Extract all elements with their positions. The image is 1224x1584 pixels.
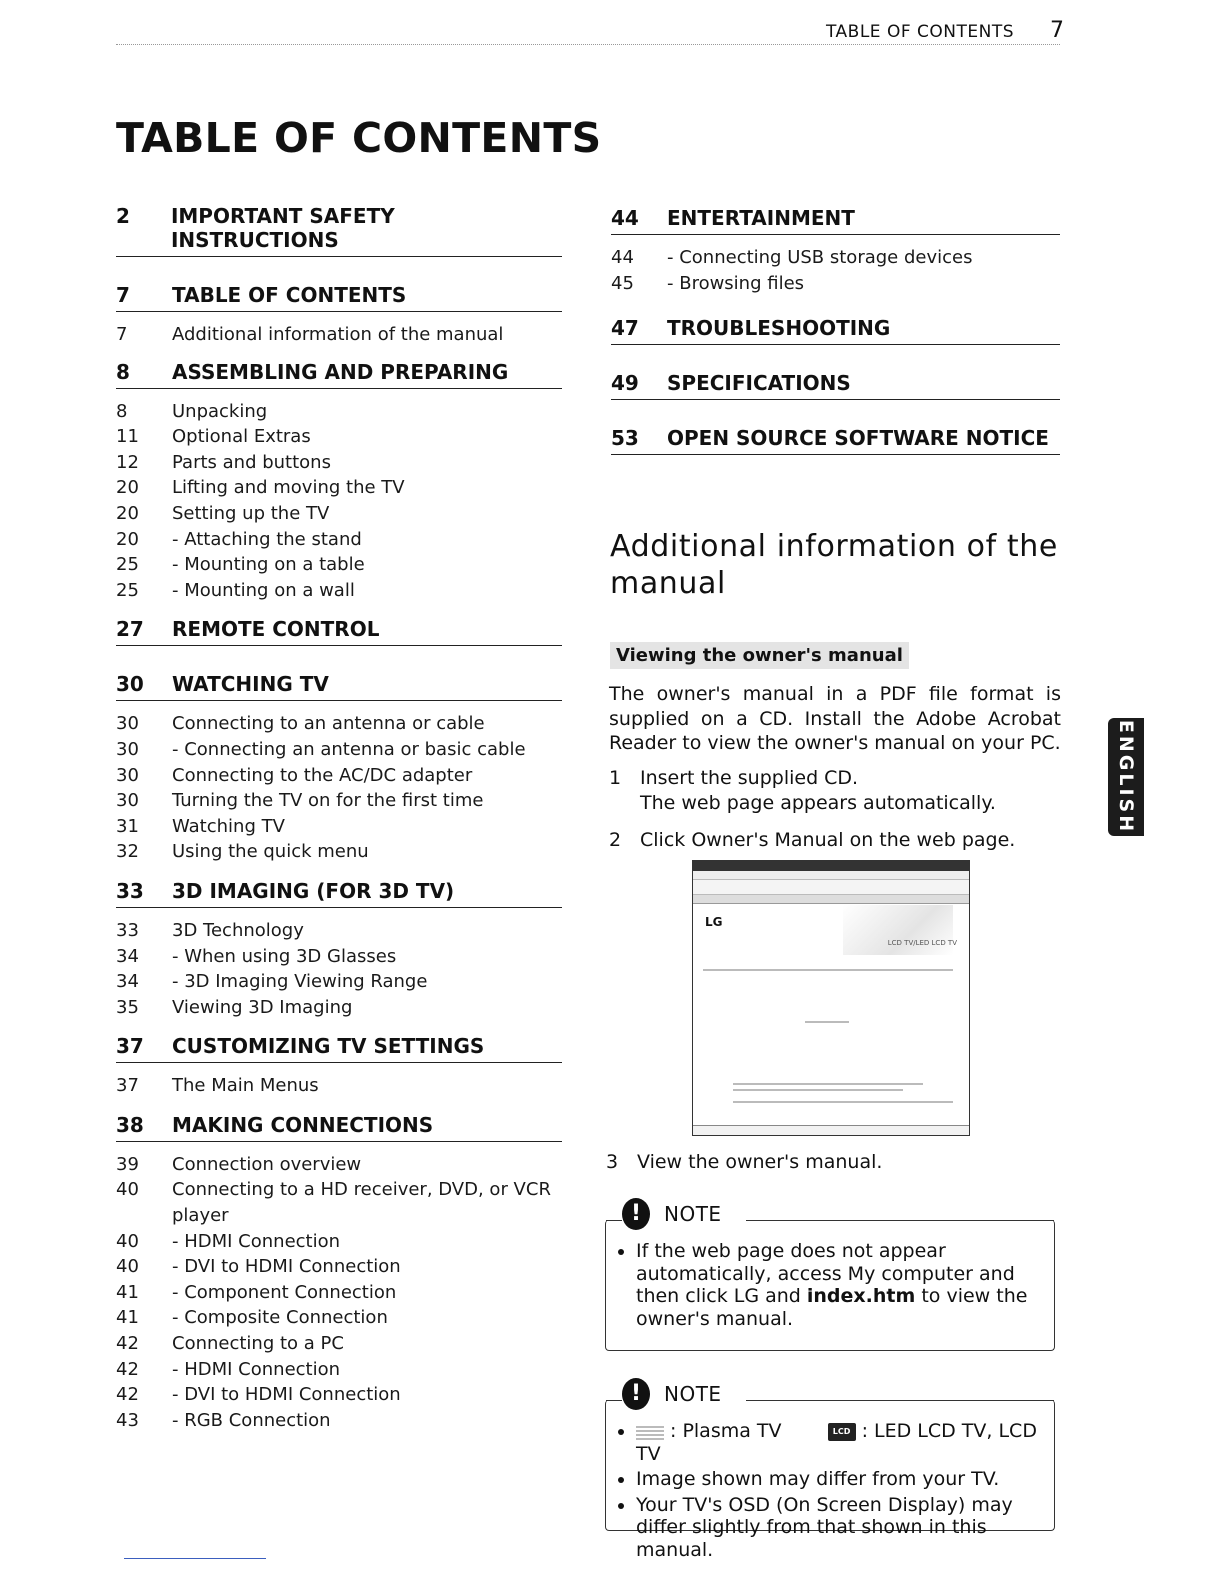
note-item: • : Plasma TV LCD : LED LCD TV, LCD TV (636, 1420, 1044, 1465)
toc-item[interactable]: 30 Connecting to the AC/DC adapter (116, 764, 473, 786)
toc-item[interactable]: 11 Optional Extras (116, 426, 311, 448)
step-text: Insert the supplied CD. (640, 767, 859, 789)
note-border (606, 1220, 622, 1221)
section-title: Additional information of the manual (610, 529, 1058, 601)
toc-section (116, 360, 562, 604)
step-text: View the owner's manual. (637, 1151, 883, 1173)
text-line (733, 1089, 903, 1091)
toc-item[interactable]: 12 Parts and buttons (116, 451, 331, 473)
text-line (733, 1083, 923, 1085)
toc-section-heading[interactable]: 53 OPEN SOURCE SOFTWARE NOTICE (611, 426, 1060, 455)
toc-section-heading[interactable]: 7 TABLE OF CONTENTS (116, 283, 562, 312)
toc-item[interactable]: 7 Additional information of the manual (116, 324, 504, 345)
toc-item[interactable]: 41 - Composite Connection (116, 1307, 388, 1329)
toc-item[interactable]: 44 - Connecting USB storage devices (611, 247, 973, 268)
toc-section (116, 1034, 562, 1099)
toc-item[interactable]: 42 Connecting to a PC (116, 1333, 344, 1355)
toc-item[interactable]: 42 - HDMI Connection (116, 1358, 341, 1380)
header-rule (116, 44, 1060, 45)
note-label: NOTE (664, 1382, 722, 1406)
toc-section-heading[interactable]: 30 WATCHING TV (116, 672, 562, 701)
footer-rule (124, 1558, 266, 1559)
toc-section-heading[interactable]: 8 ASSEMBLING AND PREPARING (116, 360, 562, 389)
subsection-heading: Viewing the owner's manual (610, 642, 909, 669)
toc-section-heading[interactable]: 37 CUSTOMIZING TV SETTINGS (116, 1034, 562, 1063)
toc-item[interactable]: 30 Turning the TV on for the first time (116, 790, 484, 812)
language-links (733, 1101, 953, 1103)
tv-graphic (843, 905, 953, 955)
toc-item[interactable]: 45 - Browsing files (611, 272, 805, 294)
toolbar (693, 880, 969, 895)
toc-section-heading[interactable]: 27 REMOTE CONTROL (116, 617, 562, 646)
toc-section (116, 283, 562, 348)
note-label: NOTE (664, 1202, 722, 1226)
toc-item[interactable]: 20 Lifting and moving the TV (116, 477, 405, 499)
toc-section (611, 426, 1060, 455)
menu-bar (693, 871, 969, 880)
toc-section-heading[interactable]: 47 TROUBLESHOOTING (611, 316, 1060, 345)
toc-item[interactable]: 20 Setting up the TV (116, 502, 330, 524)
toc-section-heading[interactable]: 38 MAKING CONNECTIONS (116, 1113, 562, 1142)
toc-item[interactable]: 20 - Attaching the stand (116, 528, 362, 550)
toc-item[interactable]: 40 - DVI to HDMI Connection (116, 1256, 401, 1278)
step-number: 1 (609, 767, 622, 789)
toc-section (611, 316, 1060, 345)
toc-section-heading[interactable]: 33 3D IMAGING (FOR 3D TV) (116, 879, 562, 908)
toc-section-heading[interactable]: 44 ENTERTAINMENT (611, 206, 1060, 235)
toc-section (611, 206, 1060, 296)
note-border (746, 1400, 1054, 1401)
note-box (605, 1381, 1055, 1561)
plasma-tv-icon (636, 1424, 664, 1440)
step-3 (606, 1150, 882, 1175)
page-title: TABLE OF CONTENTS (116, 114, 602, 162)
lg-logo: LG (705, 915, 723, 929)
language-label: ENGLISH (1115, 719, 1137, 835)
note-item: • If the web page does not appear automatically, access My computer and then click LG and index.htm to view the owner's manual. (636, 1240, 1044, 1330)
toc-item[interactable]: 43 - RGB Connection (116, 1409, 331, 1431)
owners-manual-link (805, 1021, 849, 1023)
toc-item[interactable]: 35 Viewing 3D Imaging (116, 996, 353, 1018)
toc-item[interactable]: 25 - Mounting on a table (116, 554, 365, 576)
toc-item[interactable]: 32 Using the quick menu (116, 841, 369, 863)
toc-item[interactable]: 42 - DVI to HDMI Connection (116, 1384, 401, 1406)
toc-section-heading[interactable]: 49 SPECIFICATIONS (611, 371, 1060, 400)
tv-type-label: LCD TV/LED LCD TV (887, 939, 957, 947)
toc-item[interactable]: 8 Unpacking (116, 400, 268, 422)
text-line (703, 969, 953, 971)
exclamation-icon: ! (622, 1198, 650, 1230)
note-box (605, 1201, 1055, 1351)
toc-right-column (611, 206, 1060, 465)
lcd-tv-icon: LCD (828, 1423, 856, 1441)
toc-item[interactable]: 34 - 3D Imaging Viewing Range (116, 971, 428, 993)
toc-item[interactable]: 33 3D Technology (116, 919, 304, 941)
step-number: 3 (606, 1151, 619, 1173)
note-item: • Image shown may differ from your TV. (636, 1468, 1044, 1491)
toc-section-heading[interactable]: 2 IMPORTANT SAFETY INSTRUCTIONS (116, 204, 562, 257)
step-1 (609, 766, 996, 816)
toc-section (116, 1113, 562, 1434)
toc-item[interactable]: 30 Connecting to an antenna or cable (116, 713, 485, 735)
note-header (622, 1378, 730, 1410)
step-number: 2 (609, 829, 622, 851)
toc-section (611, 371, 1060, 400)
toc-item[interactable]: 25 - Mounting on a wall (116, 579, 355, 601)
exclamation-icon: ! (622, 1378, 650, 1410)
toc-left-column (116, 204, 562, 1433)
status-bar (693, 1125, 969, 1135)
toc-section (116, 617, 562, 646)
step-2 (609, 828, 1015, 853)
toc-item[interactable]: 39 Connection overview (116, 1153, 362, 1175)
window-titlebar (693, 861, 969, 871)
step-subtext: The web page appears automatically. (640, 792, 996, 814)
language-tab (1108, 718, 1144, 836)
browser-screenshot (692, 860, 970, 1136)
toc-item[interactable]: 34 - When using 3D Glasses (116, 945, 397, 967)
note-border (746, 1220, 1054, 1221)
note-header (622, 1198, 730, 1230)
address-bar (693, 895, 969, 904)
toc-section (116, 879, 562, 1020)
page-number: 7 (1050, 18, 1064, 43)
note-border (606, 1400, 622, 1401)
toc-section (116, 672, 562, 865)
toc-item[interactable]: 40 Connecting to a HD receiver, DVD, or VCR player (116, 1179, 551, 1227)
intro-paragraph: The owner's manual in a PDF file format is supplied on a CD. Install the Adobe Acrobat Reader to view the owner's manual on your PC. (609, 683, 1061, 754)
toc-item[interactable]: 41 - Component Connection (116, 1281, 397, 1303)
toc-item[interactable]: 31 Watching TV (116, 815, 285, 837)
toc-section (116, 204, 562, 257)
toc-item[interactable]: 30 - Connecting an antenna or basic cable (116, 738, 526, 760)
index-file-name: index.htm (806, 1285, 916, 1307)
toc-item[interactable]: 40 - HDMI Connection (116, 1230, 341, 1252)
note-item: • Your TV's OSD (On Screen Display) may differ slightly from that shown in this manual. (636, 1494, 1044, 1562)
running-header: TABLE OF CONTENTS (825, 22, 1014, 42)
toc-item[interactable]: 37 The Main Menus (116, 1075, 319, 1097)
step-text: Click Owner's Manual on the web page. (640, 829, 1016, 851)
